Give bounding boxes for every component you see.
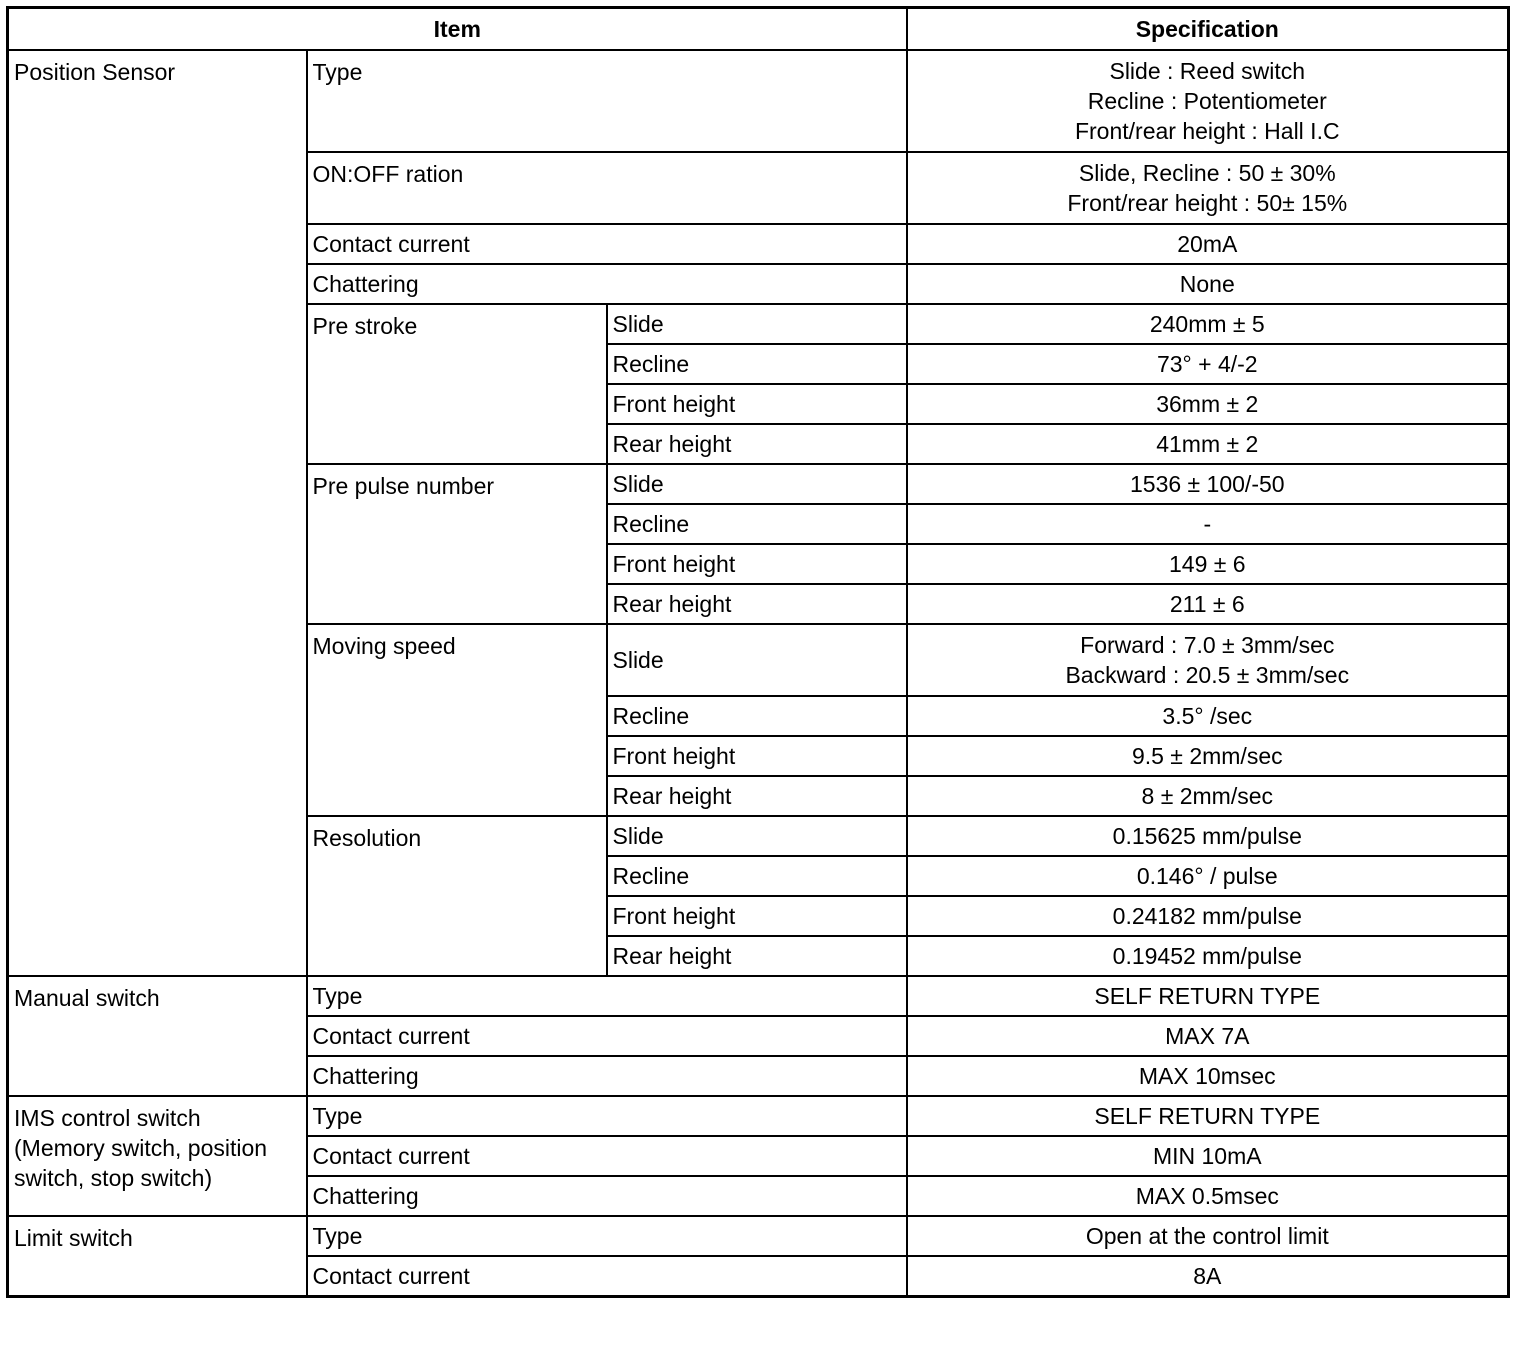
table-header-row xyxy=(8,8,1509,51)
item-type: Type xyxy=(307,976,907,1016)
table-row xyxy=(8,50,1509,152)
group-label-line: IMS control switch xyxy=(14,1105,201,1131)
spec-value: 9.5 ± 2mm/sec xyxy=(907,736,1509,776)
item-chattering: Chattering xyxy=(307,1056,907,1096)
spec-on-off-ration xyxy=(907,152,1509,224)
table-row xyxy=(8,1216,1509,1256)
item-pre-pulse-number: Pre pulse number xyxy=(307,464,607,624)
sub-item: Front height xyxy=(607,896,907,936)
sub-item: Front height xyxy=(607,736,907,776)
spec-value: 36mm ± 2 xyxy=(907,384,1509,424)
item-moving-speed: Moving speed xyxy=(307,624,607,816)
sub-item: Slide xyxy=(607,304,907,344)
sub-item: Recline xyxy=(607,504,907,544)
spec-line: Recline : Potentiometer xyxy=(1087,88,1327,114)
sub-item: Rear height xyxy=(607,936,907,976)
spec-chattering: None xyxy=(907,264,1509,304)
spec-value: Open at the control limit xyxy=(907,1216,1509,1256)
spec-value: 3.5° /sec xyxy=(907,696,1509,736)
sub-item: Recline xyxy=(607,696,907,736)
group-label-line: (Memory switch, position xyxy=(14,1135,268,1161)
sub-item: Slide xyxy=(607,464,907,504)
sub-item: Slide xyxy=(607,816,907,856)
spec-value: 0.15625 mm/pulse xyxy=(907,816,1509,856)
spec-value: SELF RETURN TYPE xyxy=(907,976,1509,1016)
item-on-off-ration: ON:OFF ration xyxy=(307,152,907,224)
item-chattering: Chattering xyxy=(307,1176,907,1216)
spec-line: Front/rear height : Hall I.C xyxy=(1074,118,1340,144)
spec-value: 41mm ± 2 xyxy=(907,424,1509,464)
spec-value: 8A xyxy=(907,1256,1509,1296)
sub-item: Front height xyxy=(607,544,907,584)
sub-item: Front height xyxy=(607,384,907,424)
group-ims-control-switch xyxy=(8,1096,307,1216)
spec-contact-current: 20mA xyxy=(907,224,1509,264)
spec-value: MAX 7A xyxy=(907,1016,1509,1056)
spec-value: 149 ± 6 xyxy=(907,544,1509,584)
item-contact-current: Contact current xyxy=(307,1016,907,1056)
spec-value: 240mm ± 5 xyxy=(907,304,1509,344)
header-item: Item xyxy=(8,8,907,51)
table-row xyxy=(8,976,1509,1016)
spec-value: MIN 10mA xyxy=(907,1136,1509,1176)
spec-value: MAX 0.5msec xyxy=(907,1176,1509,1216)
spec-line: Backward : 20.5 ± 3mm/sec xyxy=(1065,662,1350,688)
spec-type xyxy=(907,50,1509,152)
sub-item: Rear height xyxy=(607,776,907,816)
item-type: Type xyxy=(307,50,907,152)
item-contact-current: Contact current xyxy=(307,1136,907,1176)
spec-value: 0.24182 mm/pulse xyxy=(907,896,1509,936)
item-type: Type xyxy=(307,1096,907,1136)
spec-line: Front/rear height : 50± 15% xyxy=(1067,190,1348,216)
item-type: Type xyxy=(307,1216,907,1256)
table-row xyxy=(8,1096,1509,1136)
item-contact-current: Contact current xyxy=(307,1256,907,1296)
spec-value: 0.19452 mm/pulse xyxy=(907,936,1509,976)
sub-item: Recline xyxy=(607,344,907,384)
spec-value: 73° + 4/-2 xyxy=(907,344,1509,384)
sub-item: Rear height xyxy=(607,424,907,464)
sub-item: Rear height xyxy=(607,584,907,624)
sub-item: Recline xyxy=(607,856,907,896)
spec-value: 1536 ± 100/-50 xyxy=(907,464,1509,504)
spec-value: 8 ± 2mm/sec xyxy=(907,776,1509,816)
group-label-line: switch, stop switch) xyxy=(14,1165,213,1191)
header-specification: Specification xyxy=(907,8,1509,51)
item-resolution: Resolution xyxy=(307,816,607,976)
spec-value: 0.146° / pulse xyxy=(907,856,1509,896)
spec-value: 211 ± 6 xyxy=(907,584,1509,624)
spec-value: MAX 10msec xyxy=(907,1056,1509,1096)
item-chattering: Chattering xyxy=(307,264,907,304)
spec-line: Slide : Reed switch xyxy=(1109,58,1306,84)
group-limit-switch: Limit switch xyxy=(8,1216,307,1296)
spec-line: Slide, Recline : 50 ± 30% xyxy=(1078,160,1336,186)
item-contact-current: Contact current xyxy=(307,224,907,264)
item-pre-stroke: Pre stroke xyxy=(307,304,607,464)
spec-value: SELF RETURN TYPE xyxy=(907,1096,1509,1136)
spec-value: - xyxy=(907,504,1509,544)
spec-line: Forward : 7.0 ± 3mm/sec xyxy=(1080,632,1335,658)
sub-item: Slide xyxy=(607,624,907,696)
group-manual-switch: Manual switch xyxy=(8,976,307,1096)
group-position-sensor: Position Sensor xyxy=(8,50,307,976)
spec-value xyxy=(907,624,1509,696)
specification-table xyxy=(6,6,1510,1298)
